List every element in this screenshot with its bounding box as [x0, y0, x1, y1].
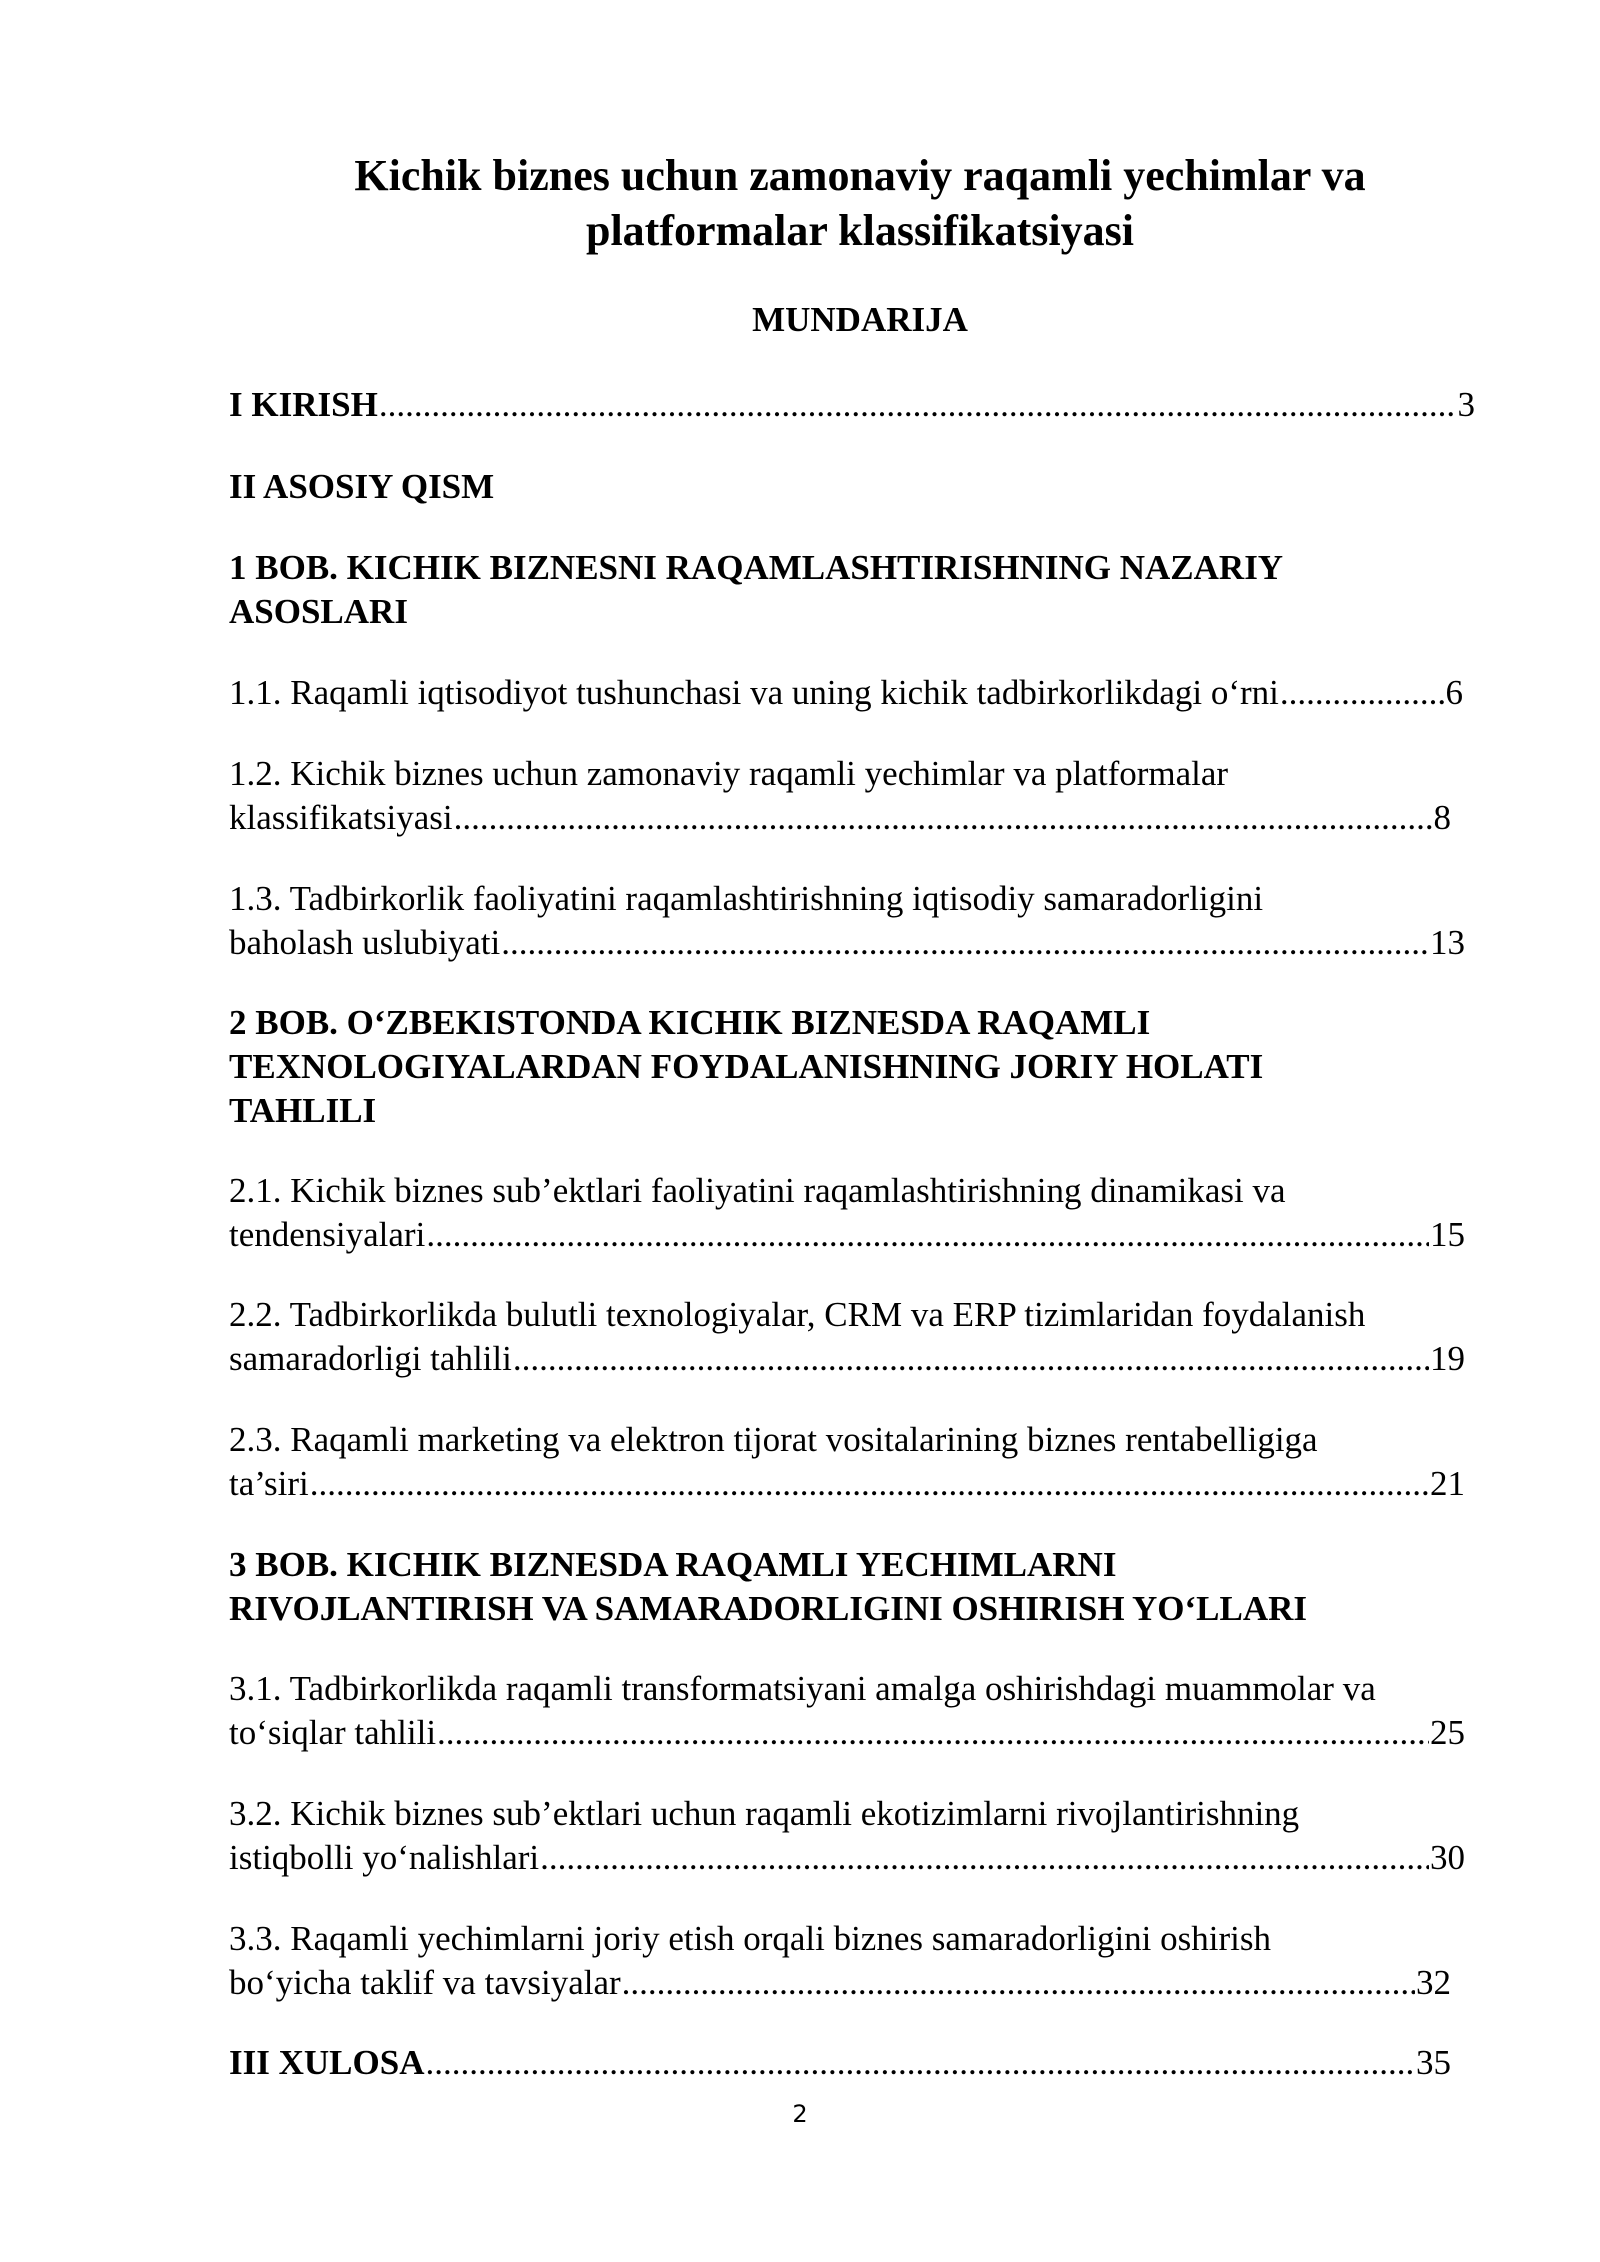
toc-entry-label-cont: TAHLILI	[229, 1091, 377, 1130]
dot-leader	[437, 1711, 1429, 1755]
toc-entry-3-3	[229, 1917, 1451, 2005]
toc-chapter-3	[229, 1543, 1489, 1631]
toc-entry-label-cont: TEXNOLOGIYALARDAN FOYDALANISHNING JORIY HOLATI	[229, 1047, 1264, 1086]
toc-entry-1-1	[229, 671, 1463, 715]
dot-leader	[513, 1337, 1429, 1381]
toc-entry-3-2	[229, 1792, 1465, 1880]
toc-chapter-2	[229, 1001, 1489, 1133]
toc-entry-label: 3 BOB. KICHIK BIZNESDA RAQAMLI YECHIMLARNI	[229, 1545, 1117, 1584]
toc-page-number: 6	[1445, 673, 1463, 712]
toc-entry-label: 2.2. Tadbirkorlikda bulutli texnologiyalar, CRM va ERP tizimlaridan foydalanish	[229, 1295, 1366, 1334]
toc-page-number: 19	[1430, 1339, 1465, 1378]
toc-entry-label-cont: ta’siri	[229, 1464, 309, 1503]
toc-entry-conclusion	[229, 2041, 1451, 2085]
title-line-2: platformalar klassifikatsiyasi	[585, 206, 1134, 255]
toc-entry-label: 2.1. Kichik biznes sub’ektlari faoliyatini raqamlashtirishning dinamikasi va	[229, 1171, 1286, 1210]
toc-page-number: 32	[1416, 1963, 1451, 2002]
dot-leader	[425, 2041, 1415, 2085]
toc-page-number: 8	[1433, 798, 1451, 837]
page-number: 2	[792, 2100, 808, 2128]
toc-page-number: 15	[1430, 1215, 1465, 1254]
dot-leader	[501, 921, 1429, 965]
toc-page-number: 3	[1457, 385, 1475, 424]
toc-entry-label: 1 BOB. KICHIK BIZNESNI RAQAMLASHTIRISHNING NAZARIY	[229, 548, 1284, 587]
toc-entry-label: I KIRISH	[229, 385, 378, 424]
toc-page-number: 35	[1416, 2043, 1451, 2082]
toc-entry-label: III XULOSA	[229, 2043, 425, 2082]
toc-heading: MUNDARIJA	[752, 300, 968, 339]
toc-entry-label: 3.1. Tadbirkorlikda raqamli transformatsiyani amalga oshirishdagi muammolar va	[229, 1669, 1376, 1708]
toc-entry-label: 1.3. Tadbirkorlik faoliyatini raqamlashtirishning iqtisodiy samaradorligini	[229, 879, 1264, 918]
dot-leader	[426, 1213, 1429, 1257]
toc-page-number: 25	[1430, 1713, 1465, 1752]
toc-entry-2-2	[229, 1293, 1465, 1381]
toc-entry-3-1	[229, 1667, 1465, 1755]
toc-entry-label: 2 BOB. O‘ZBEKISTONDA KICHIK BIZNESDA RAQAMLI	[229, 1003, 1151, 1042]
toc-entry-label-cont: bo‘yicha taklif va tavsiyalar	[229, 1963, 621, 2002]
toc-entry-label-cont: istiqbolli yo‘nalishlari	[229, 1838, 540, 1877]
toc-chapter-1	[229, 546, 1489, 634]
toc-entry-label-cont: to‘siqlar tahlili	[229, 1713, 437, 1752]
dot-leader	[379, 383, 1457, 427]
toc-entry-label-cont: RIVOJLANTIRISH VA SAMARADORLIGINI OSHIRISH YO‘LLARI	[229, 1589, 1308, 1628]
toc-entry-1-3	[229, 877, 1465, 965]
toc-section-main-part	[229, 465, 1489, 509]
toc-entry-label: II ASOSIY QISM	[229, 467, 495, 506]
toc-entry-label-cont: samaradorligi tahlili	[229, 1339, 512, 1378]
toc-entry-label-cont: baholash uslubiyati	[229, 923, 501, 962]
toc-entry-label-cont: tendensiyalari	[229, 1215, 426, 1254]
toc-entry-2-3	[229, 1418, 1465, 1506]
toc-page-number: 21	[1430, 1464, 1465, 1503]
toc-page-number: 13	[1430, 923, 1465, 962]
toc-entry-2-1	[229, 1169, 1465, 1257]
toc-entry-label: 2.3. Raqamli marketing va elektron tijorat vositalarining biznes rentabelligiga	[229, 1420, 1318, 1459]
dot-leader	[540, 1836, 1429, 1880]
dot-leader	[310, 1462, 1429, 1506]
toc-entry-label: 3.2. Kichik biznes sub’ektlari uchun raqamli ekotizimlarni rivojlantirishning	[229, 1794, 1300, 1833]
toc-page-number: 30	[1430, 1838, 1465, 1877]
toc-entry-introduction	[229, 383, 1475, 427]
toc-entry-label: 3.3. Raqamli yechimlarni joriy etish orqali biznes samaradorligini oshirish	[229, 1919, 1272, 1958]
toc-entry-label-cont: klassifikatsiyasi	[229, 798, 453, 837]
toc-entry-label: 1.2. Kichik biznes uchun zamonaviy raqamli yechimlar va platformalar	[229, 754, 1229, 793]
toc-entry-label-cont: ASOSLARI	[229, 592, 408, 631]
dot-leader	[622, 1961, 1415, 2005]
dot-leader	[1280, 671, 1445, 715]
title-line-1: Kichik biznes uchun zamonaviy raqamli yechimlar va	[354, 151, 1366, 200]
toc-entry-label: 1.1. Raqamli iqtisodiyot tushunchasi va uning kichik tadbirkorlikdagi o‘rni	[229, 673, 1279, 712]
dot-leader	[454, 796, 1433, 840]
document-title	[200, 148, 1520, 258]
toc-entry-1-2	[229, 752, 1451, 840]
